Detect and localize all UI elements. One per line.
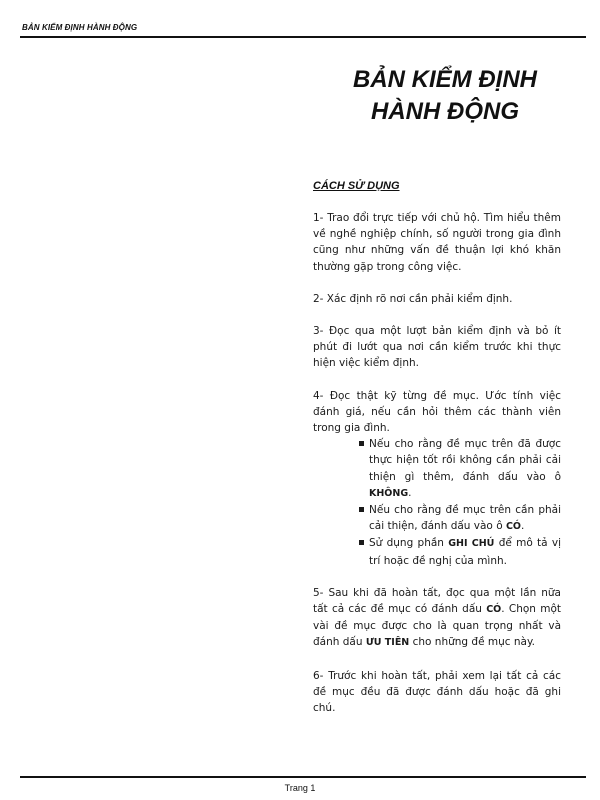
step-4-text: 4- Đọc thật kỹ từng đề mục. Ước tính việc đánh giá, nếu cần hỏi thêm các thành viên trong gia đình. [313, 389, 561, 435]
document-title-line-1: BẢN KIỂM ĐỊNH [353, 66, 537, 93]
step-2 [313, 291, 561, 307]
instructions-body [313, 210, 561, 732]
step-5-post: cho những đề mục này. [409, 636, 536, 649]
bullet-no-end: . [408, 486, 412, 499]
step-1 [313, 210, 561, 275]
bullet-item-yes [358, 502, 561, 535]
step-1-text: 1- Trao đổi trực tiếp với chủ hộ. Tìm hiểu thêm về nghề nghiệp chính, số người trong gia đình cũng như những vấn đề thuận lợi khó khăn thường gặp trong công việc. [313, 212, 561, 273]
keyword-co-step-5: CÓ [486, 604, 502, 616]
page-number: Trang 1 [284, 783, 316, 793]
keyword-ghi-chu: GHI CHÚ [448, 538, 495, 550]
document-title-line-2: HÀNH ĐỘNG [371, 98, 519, 125]
step-5-text [313, 585, 561, 652]
step-4 [313, 388, 561, 569]
bullet-yes-text: Nếu cho rằng đề mục trên cần phải cải thiện, đánh dấu vào ô [369, 504, 561, 533]
step-4-bullet-list [313, 436, 561, 569]
keyword-khong: KHÔNG [369, 487, 409, 499]
document-title [330, 64, 560, 128]
bullet-notes-pre: Sử dụng phần [369, 537, 449, 550]
bullet-notes-post: để mô tả vị trí hoặc đề nghị của mình. [369, 537, 561, 567]
step-5 [313, 585, 561, 652]
step-6 [313, 668, 561, 717]
step-5-pre: 5- Sau khi đã hoàn tất, đọc qua một lần nữa tất cả các đề mục có đánh dấu [313, 586, 561, 616]
bullet-yes-end: . [521, 520, 525, 533]
step-6-text: 6- Trước khi hoàn tất, phải xem lại tất cả các đề mục đều đã được đánh dấu hoặc đã ghi chú. [313, 669, 561, 715]
section-heading: CÁCH SỬ DỤNG [313, 180, 400, 192]
keyword-co: CÓ [505, 521, 522, 533]
step-3 [313, 323, 561, 372]
bullet-no-text: Nếu cho rằng đề mục trên đã được thực hiện tốt rồi không cần phải cải thiện gì thêm, đánh dấu vào ô [369, 438, 561, 483]
bullet-item-notes [358, 535, 561, 568]
running-header: BẢN KIỂM ĐỊNH HÀNH ĐỘNG [22, 23, 138, 32]
bullet-item-no [358, 436, 561, 502]
step-3-text: 3- Đọc qua một lượt bản kiểm định và bỏ ít phút đi lướt qua nơi cần kiểm trước khi thực hiện việc kiểm định. [313, 325, 561, 370]
keyword-uu-tien: ƯU TIÊN [365, 637, 410, 649]
step-2-text: 2- Xác định rõ nơi cần phải kiểm định. [313, 292, 513, 305]
header-rule [20, 36, 586, 38]
footer-rule [20, 776, 586, 778]
step-5-mid: . Chọn một vài đề mục được cho là quan trọng nhất và đánh dấu [313, 603, 561, 649]
